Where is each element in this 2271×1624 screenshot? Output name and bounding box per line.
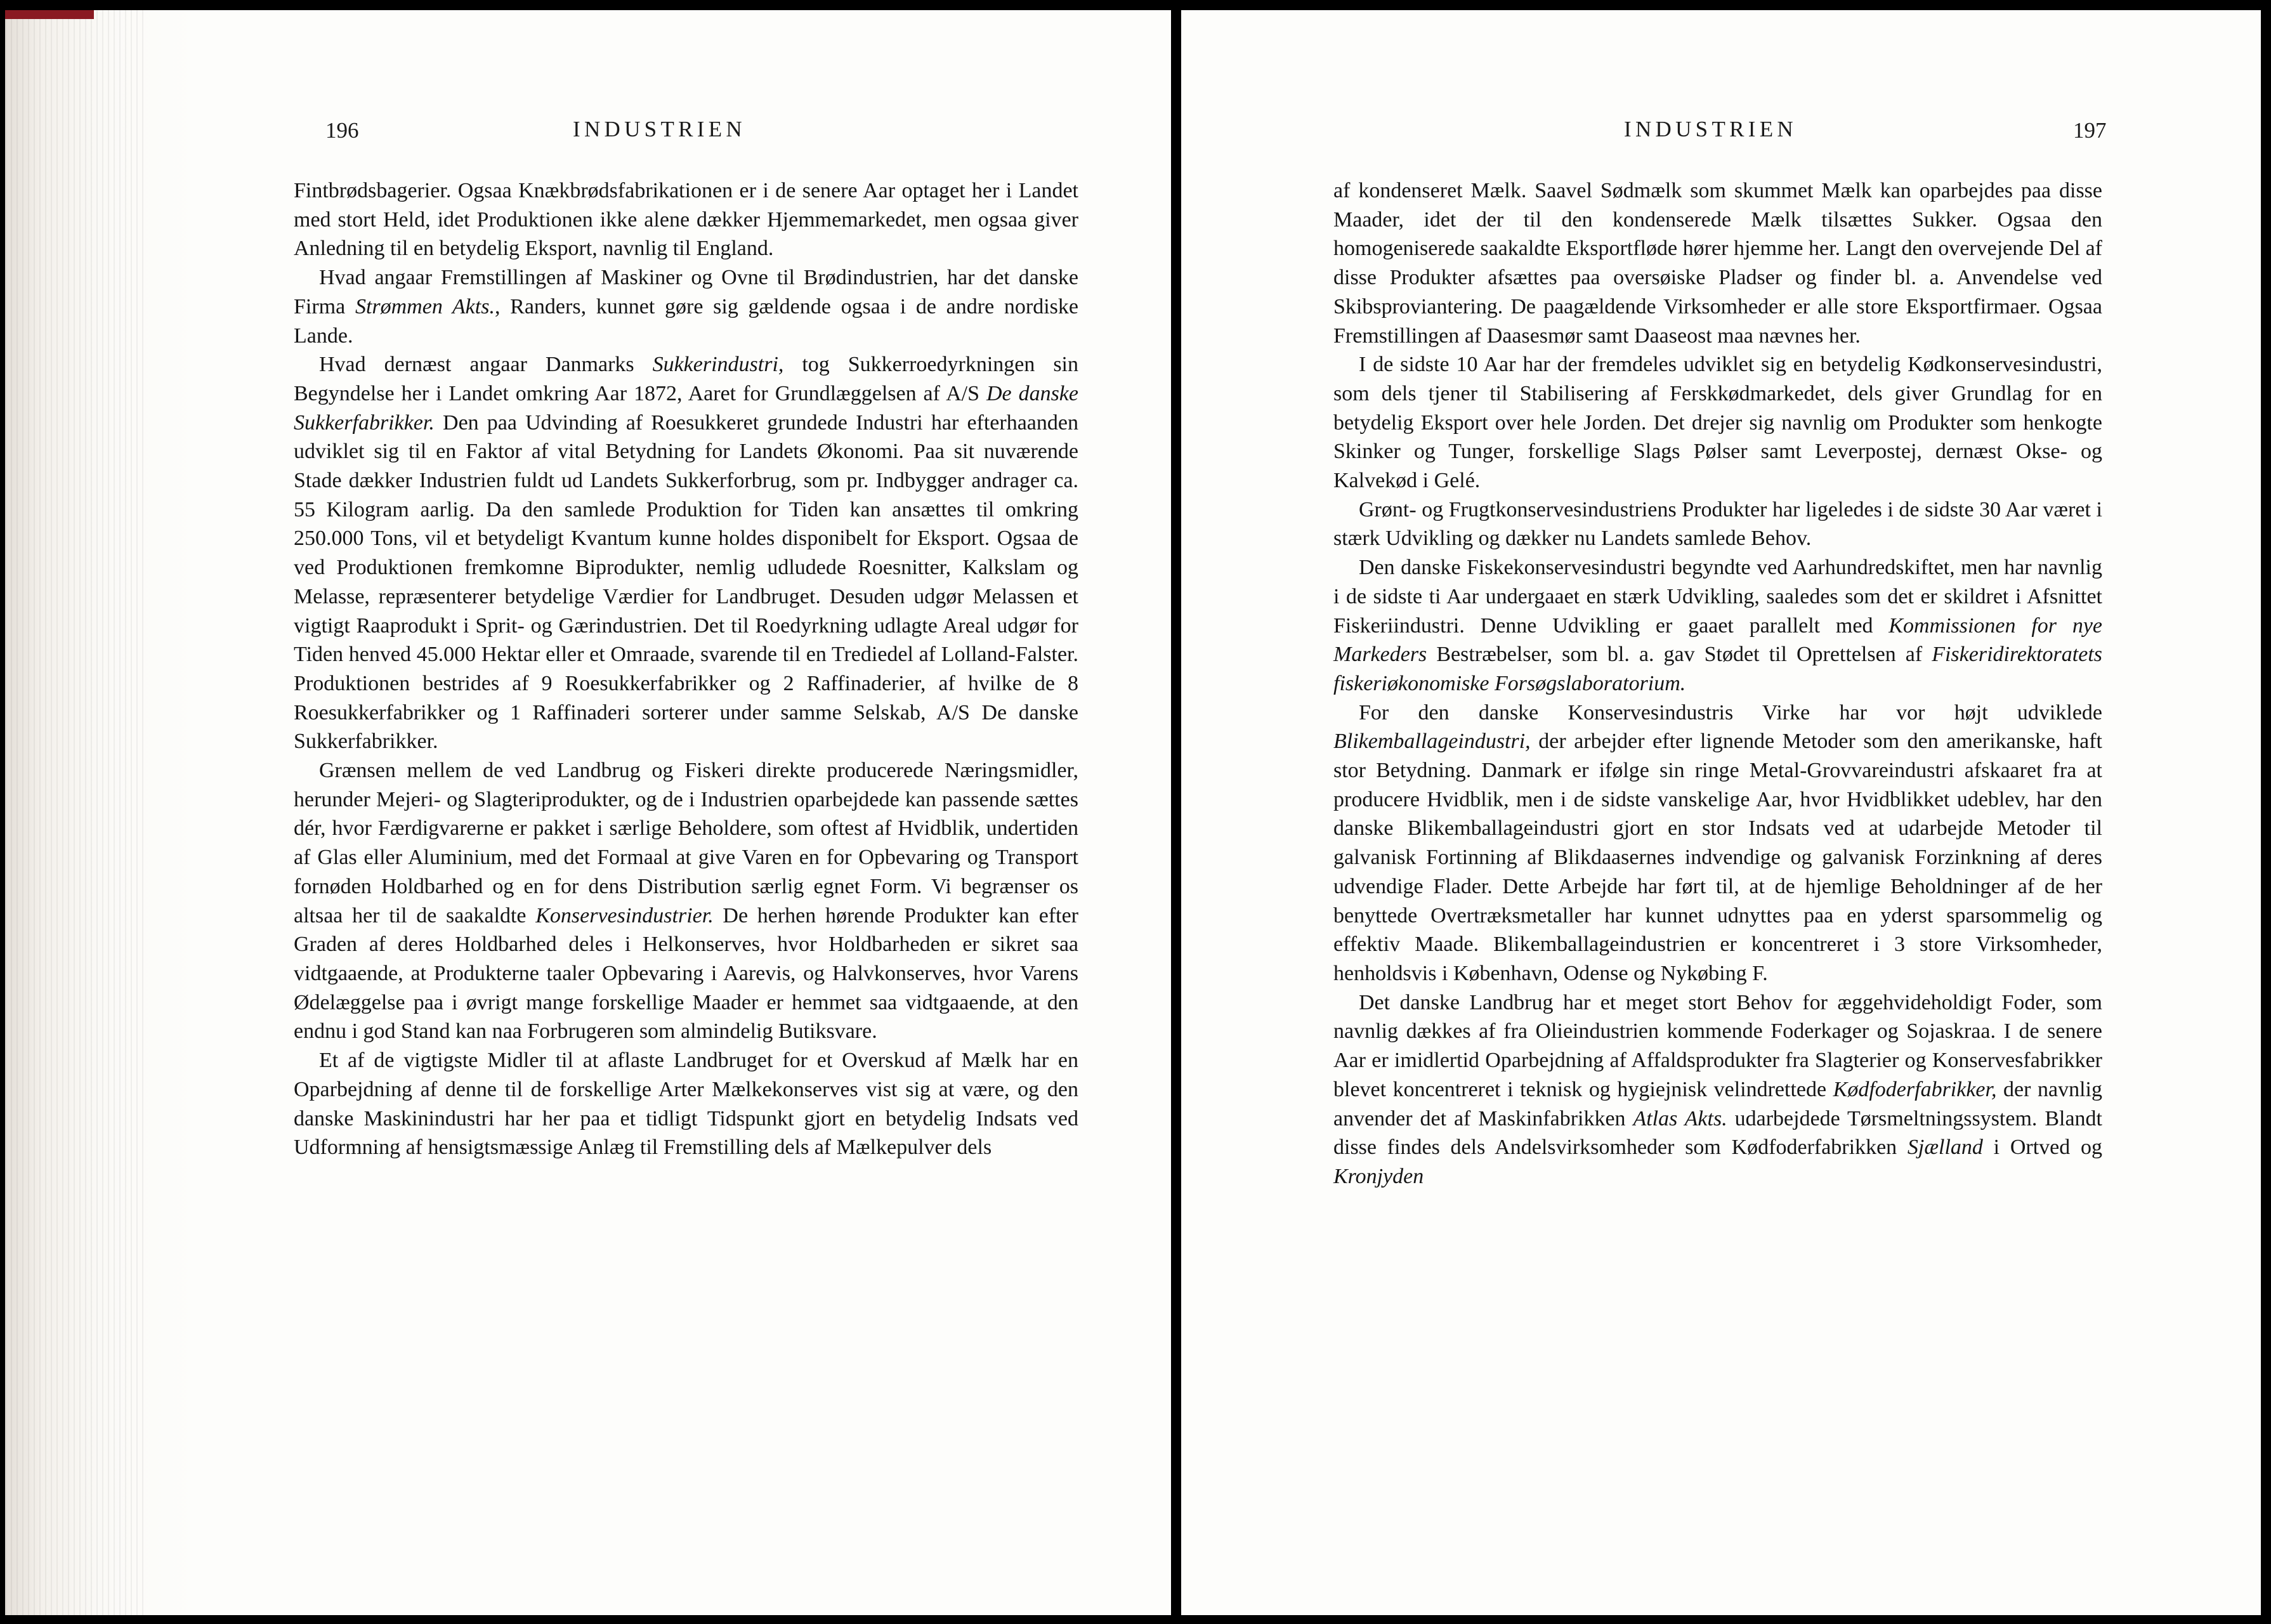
text-run: De herhen hørende Produkter kan efter Graden af deres Holdbarhed deles i Helkonserves, hvor Holdbarheden er sikret saa vidtgaaende, at Produkterne taaler Opbevaring i Aarevis, og Halvkonserves, hvor Varens Ødelæggelse paa i øvrigt mange forskellige Maader er hemmet saa vidtgaaende, at den endnu i god Stand kan naa Forbrugeren som almindelig Butiksvare. [294, 903, 1079, 1044]
italic-text: Atlas Akts. [1633, 1106, 1727, 1130]
italic-text: Kronjyden [1333, 1164, 1424, 1188]
text-run: Bestræbelser, som bl. a. gav Stødet til Oprettelsen af [1427, 643, 1932, 667]
text-run: i Ortved og [1982, 1136, 2102, 1160]
text-run: Grønt- og Frugtkonservesindustriens Produkter har ligeledes i de sidste 30 Aar været i stærk Udvikling og dækker nu Landets samlede Behov. [1333, 497, 2102, 551]
page-edge-mark [5, 10, 94, 19]
paragraph [1333, 553, 2102, 698]
text-run: af kondenseret Mælk. Saavel Sødmælk som skummet Mælk kan oparbejdes paa disse Maader, idet der til den kondenserede Mælk tilsættes Sukker. Ogsaa den homogeniserede saakaldte Eksportfløde hører hjemme her. Langt den overvejende Del af disse Produkter afsættes paa oversøiske Pladser og finder bl. a. Anvendelse ved Skibsproviantering. De paagældende Virksomheder er alle store Eksportfirmaer. Ogsaa Fremstillingen af Daasesmør samt Daaseost maa nævnes her. [1333, 179, 2102, 348]
text-run: Den paa Udvinding af Roesukkeret grundede Industri har efterhaanden udviklet sig til en Faktor af vital Betydning for Landets Økonomi. Paa sit nuværende Stade dækker Industrien fuldt ud Landets Sukkerforbrug, som pr. Indbygger andrager ca. 55 Kilogram aarlig. Da den samlede Produktion for Tiden kan ansættes til omkring 250.000 Tons, vil et betydeligt Kvantum kunne holdes disponibelt for Eksport. Ogsaa de ved Produktionen fremkomne Biprodukter, nemlig udludede Roesnitter, Kalkslam og Melasse, repræsenterer betydelige Værdier for Landbruget. Desuden udgør Melassen et vigtigt Raaprodukt i Sprit- og Gærindustrien. Det til Roedyrkning udlagte Areal udgør for Tiden henved 45.000 Hektar eller et Omraade, svarende til en Trediedel af Lolland-Falster. Produktionen bestrides af 9 Roesukkerfabrikker og 2 Raffinaderier, af hvilke de 8 Roesukkerfabrikker og 1 Raffinaderi sorterer under samme Selskab, A/S De danske Sukkerfabrikker. [294, 410, 1078, 754]
paragraph [1333, 176, 2102, 350]
text-run: udarbejdede Tørsmeltningssystem. Blandt disse findes dels Andelsvirksomheder som Kødfoderfabrikken [1333, 1106, 2102, 1160]
text-run: I de sidste 10 Aar har der fremdeles udviklet sig en betydelig Kødkonservesindustri, som dels tjener til Stabilisering af Ferskkødmarkedet, dels giver Grundlag for en betydelig Eksport over hele Jorden. Det drejer sig navnlig om Produkter som henkogte Skinker og Tunger, forskellige Slags Pølser samt Leverpostej, dernæst Okse- og Kalvekød i Gelé. [1333, 353, 2102, 493]
body-text [1333, 176, 2102, 1191]
text-run: Den danske Fiskekonservesindustri begyndte ved Aarhundredskiftet, men har navnlig i de sidste ti Aar undergaaet en stærk Udvikling, saaledes som det er skildret i Afsnittet Fiskeriindustri. Denne Udvikling er gaaet parallelt med [1333, 556, 2102, 638]
paragraph [294, 1046, 1078, 1162]
text-run: Et af de vigtigste Midler til at aflaste Landbruget for et Overskud af Mælk har en Oparbejdning af denne til de forskellige Arter Mælkekonserves vist sig at være, og den danske Maskinindustri har her paa et tidligt Tidspunkt gjort en betydelig Indsats ved Udformning af hensigtsmæssige Anlæg til Fremstilling dels af Mælkepulver dels [294, 1049, 1078, 1160]
running-head: INDUSTRIEN [573, 117, 746, 141]
italic-text: Fiskeridirektoratets fiskeriøkonomiske Forsøgslaboratorium. [1333, 643, 2102, 695]
paragraph [1333, 350, 2102, 495]
page-number: 197 [2073, 118, 2107, 143]
text-run: Fintbrødsbagerier. Ogsaa Knækbrødsfabrikationen er i de senere Aar optaget her i Landet med stort Held, idet Produktionen ikke alene dækker Hjemmemarkedet, men ogsaa giver Anledning til en betydelig Eksport, navnlig til England. [294, 179, 1078, 261]
running-head: INDUSTRIEN [1624, 117, 1797, 141]
italic-text: Konservesindustrier. [535, 903, 714, 927]
italic-text: Sukkerindustri, [652, 353, 784, 377]
italic-text: De danske Sukkerfabrikker. [294, 381, 1078, 435]
italic-text: Strømmen Akts. [355, 294, 495, 318]
text-run: , Randers, kunnet gøre sig gældende ogsaa i de andre nordiske Lande. [294, 294, 1078, 348]
paragraph [1333, 495, 2102, 553]
text-run: Grænsen mellem de ved Landbrug og Fiskeri direkte producerede Næringsmidler, herunder Mejeri- og Slagteriprodukter, og de i Industrien oparbejdede kan passende sættes dér, hvor Færdigvarerne er pakket i særlige Beholdere, som oftest af Hvidblik, undertiden af Glas eller Aluminium, med det Formaal at give Varen en for Opbevaring og Transport fornøden Holdbarhed og en for dens Distribution særlig egnet Form. Vi begrænser os altsaa her til de saakaldte [294, 759, 1078, 927]
text-run: der arbejder efter lignende Metoder som den amerikanske, haft stor Betydning. Danmark er ifølge sin ringe Metal-Grovvareindustri afskaaret fra at producere Hvidblik, men i de sidste vanskelige Aar, hvor Hvidblikket udeblev, har den danske Blikemballageindustri gjort en stor Indsats ved at udarbejde Metoder til galvanisk Fortinning af Blikdaasernes indvendige og galvanisk Forzinkning af deres udvendige Flader. Dette Arbejde har ført til, at de hjemlige Beholdninger af de her benyttede Overtræksmetaller har kunnet udnyttes paa en yderst sparsommelig og effektiv Maade. Blikemballageindustrien er koncentreret i 3 store Virksomheder, henholdsvis i København, Odense og Nykøbing F. [1333, 730, 2102, 985]
right-page [1181, 10, 2261, 1615]
italic-text: Kommissionen for nye Markeders [1333, 613, 2102, 667]
paragraph [294, 350, 1078, 756]
text-run: Det danske Landbrug har et meget stort Behov for æggehvideholdigt Foder, som navnlig dækkes af fra Olieindustrien kommende Foderkager og Sojaskraa. I de senere Aar er imidlertid Oparbejdning af Affaldsprodukter fra Slagterier og Konservesfabrikker blevet koncentreret i teknisk og hygiejnisk velindrettede [1333, 990, 2102, 1101]
paragraph [1333, 988, 2102, 1191]
paragraph [294, 263, 1078, 350]
paragraph [294, 756, 1078, 1046]
text-run: For den danske Konservesindustris Virke har vor højt udviklede [1359, 700, 2102, 724]
body-text [294, 176, 1078, 1162]
page-number: 196 [325, 118, 359, 143]
paragraph [1333, 698, 2102, 988]
italic-text: Blikemballageindustri, [1333, 730, 1531, 754]
text-run: Hvad angaar Fremstillingen af Maskiner og Ovne til Brødindustrien, har det danske Firma [294, 266, 1078, 318]
left-page [5, 10, 1171, 1615]
italic-text: Sjælland [1907, 1136, 1983, 1160]
page-edge-shading [5, 10, 145, 1615]
text-run: der navnlig anvender det af Maskinfabrikken [1333, 1077, 2102, 1130]
italic-text: Kødfoderfabrikker, [1833, 1077, 1997, 1101]
paragraph [294, 176, 1078, 263]
text-run: tog Sukkerroedyrkningen sin Begyndelse her i Landet omkring Aar 1872, Aaret for Grundlæggelsen af A/S [294, 353, 1079, 405]
text-run: Hvad dernæst angaar Danmarks [319, 353, 653, 377]
